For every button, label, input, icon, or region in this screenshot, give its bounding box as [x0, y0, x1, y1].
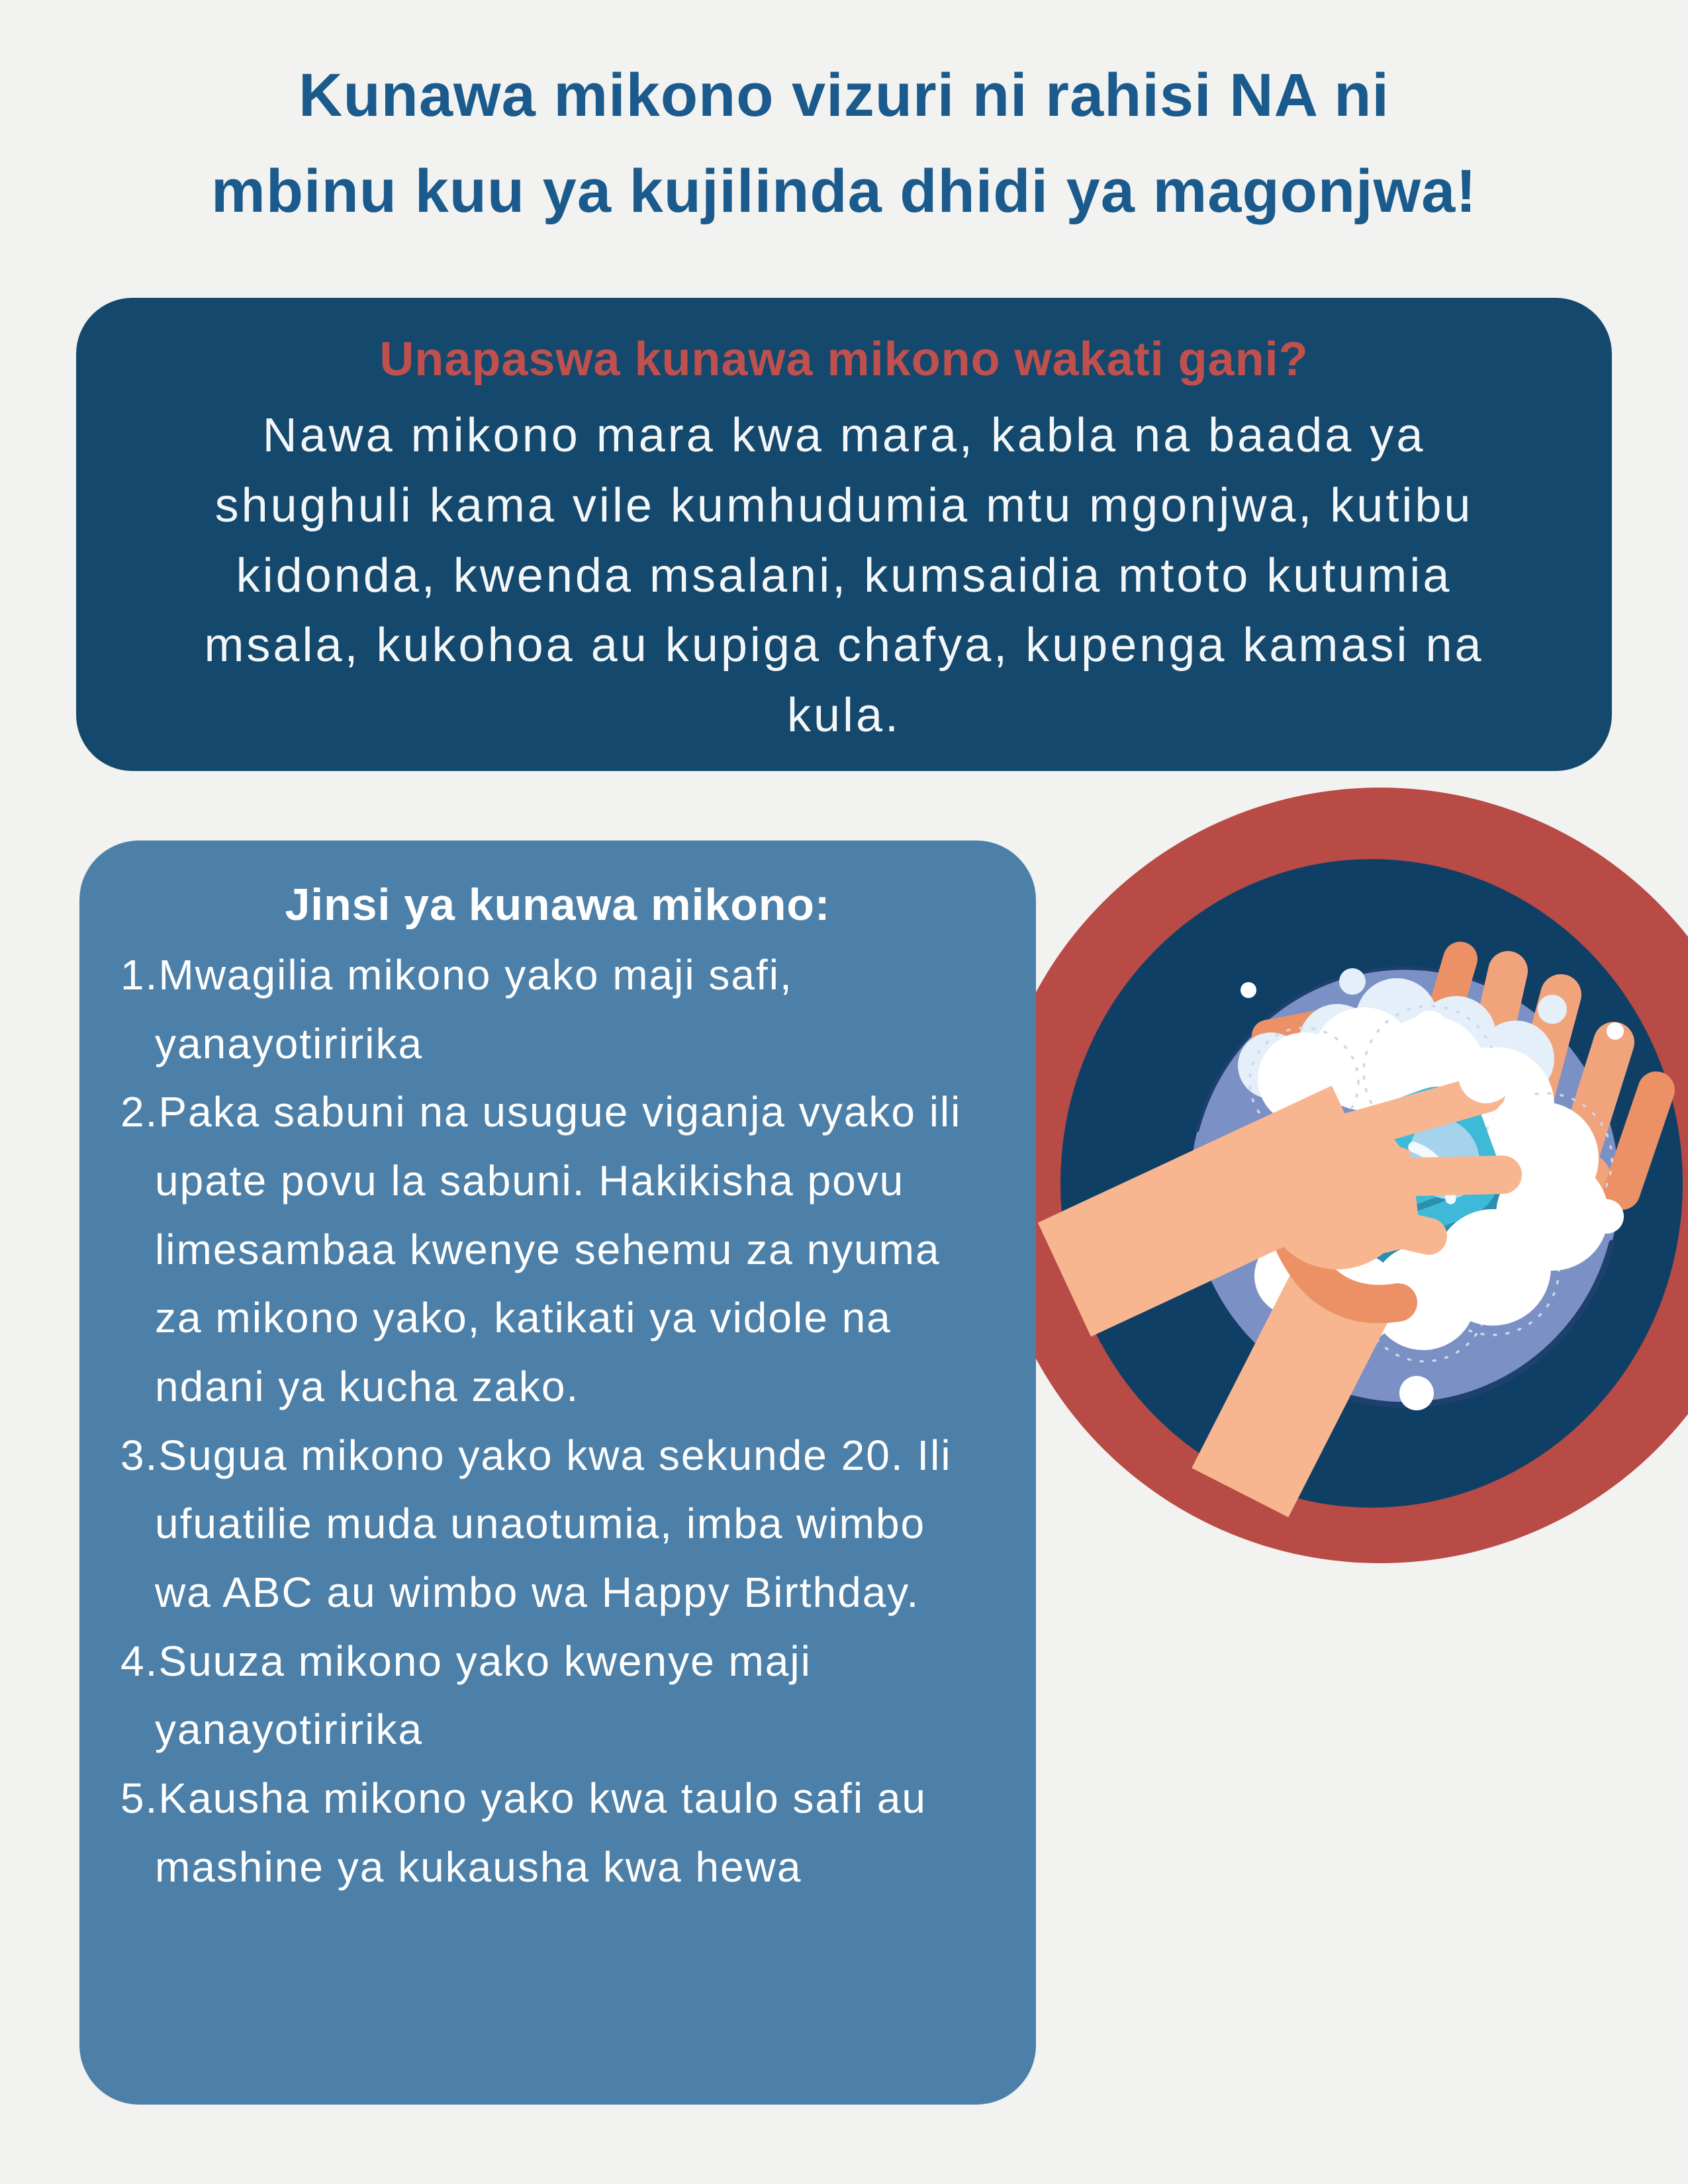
- list-item: Mwagilia mikono yako maji safi, yanayotiririka: [155, 951, 793, 1068]
- how-to-wash-list: [120, 941, 995, 1901]
- poster-title: [0, 48, 1688, 240]
- how-to-wash-box: [79, 841, 1036, 2105]
- list-item: Kausha mikono yako kwa taulo safi au mashine ya kukausha kwa hewa: [155, 1774, 927, 1891]
- handwashing-illustration: [993, 781, 1688, 1575]
- list-item: Suuza mikono yako kwenye maji yanayotiririka: [155, 1637, 812, 1754]
- how-to-wash-heading: Jinsi ya kunawa mikono:: [285, 880, 831, 930]
- list-item: Sugua mikono yako kwa sekunde 20. Ili ufuatilie muda unaotumia, imba wimbo wa ABC au wimbo wa Happy Birthday.: [155, 1431, 952, 1617]
- when-to-wash-body: Nawa mikono mara kwa mara, kabla na baada ya shughuli kama vile kumhudumia mtu mgonjwa, kutibu kidonda, kwenda msalani, kumsaidia mtoto kutumia msala, kukohoa au kupiga chafya, kupenga kamasi na kula.: [204, 409, 1484, 743]
- poster-title-line1: Kunawa mikono vizuri ni rahisi NA ni: [299, 62, 1389, 129]
- when-to-wash-box: [76, 298, 1612, 771]
- poster-title-line2: mbinu kuu ya kujilinda dhidi ya magonjwa!: [211, 158, 1477, 226]
- list-item: Paka sabuni na usugue viganja vyako ili upate povu la sabuni. Hakikisha povu limesambaa kwenye sehemu za nyuma za mikono yako, katikati ya vidole na ndani ya kucha zako.: [155, 1088, 962, 1411]
- when-to-wash-heading: Unapaswa kunawa mikono wakati gani?: [379, 333, 1309, 386]
